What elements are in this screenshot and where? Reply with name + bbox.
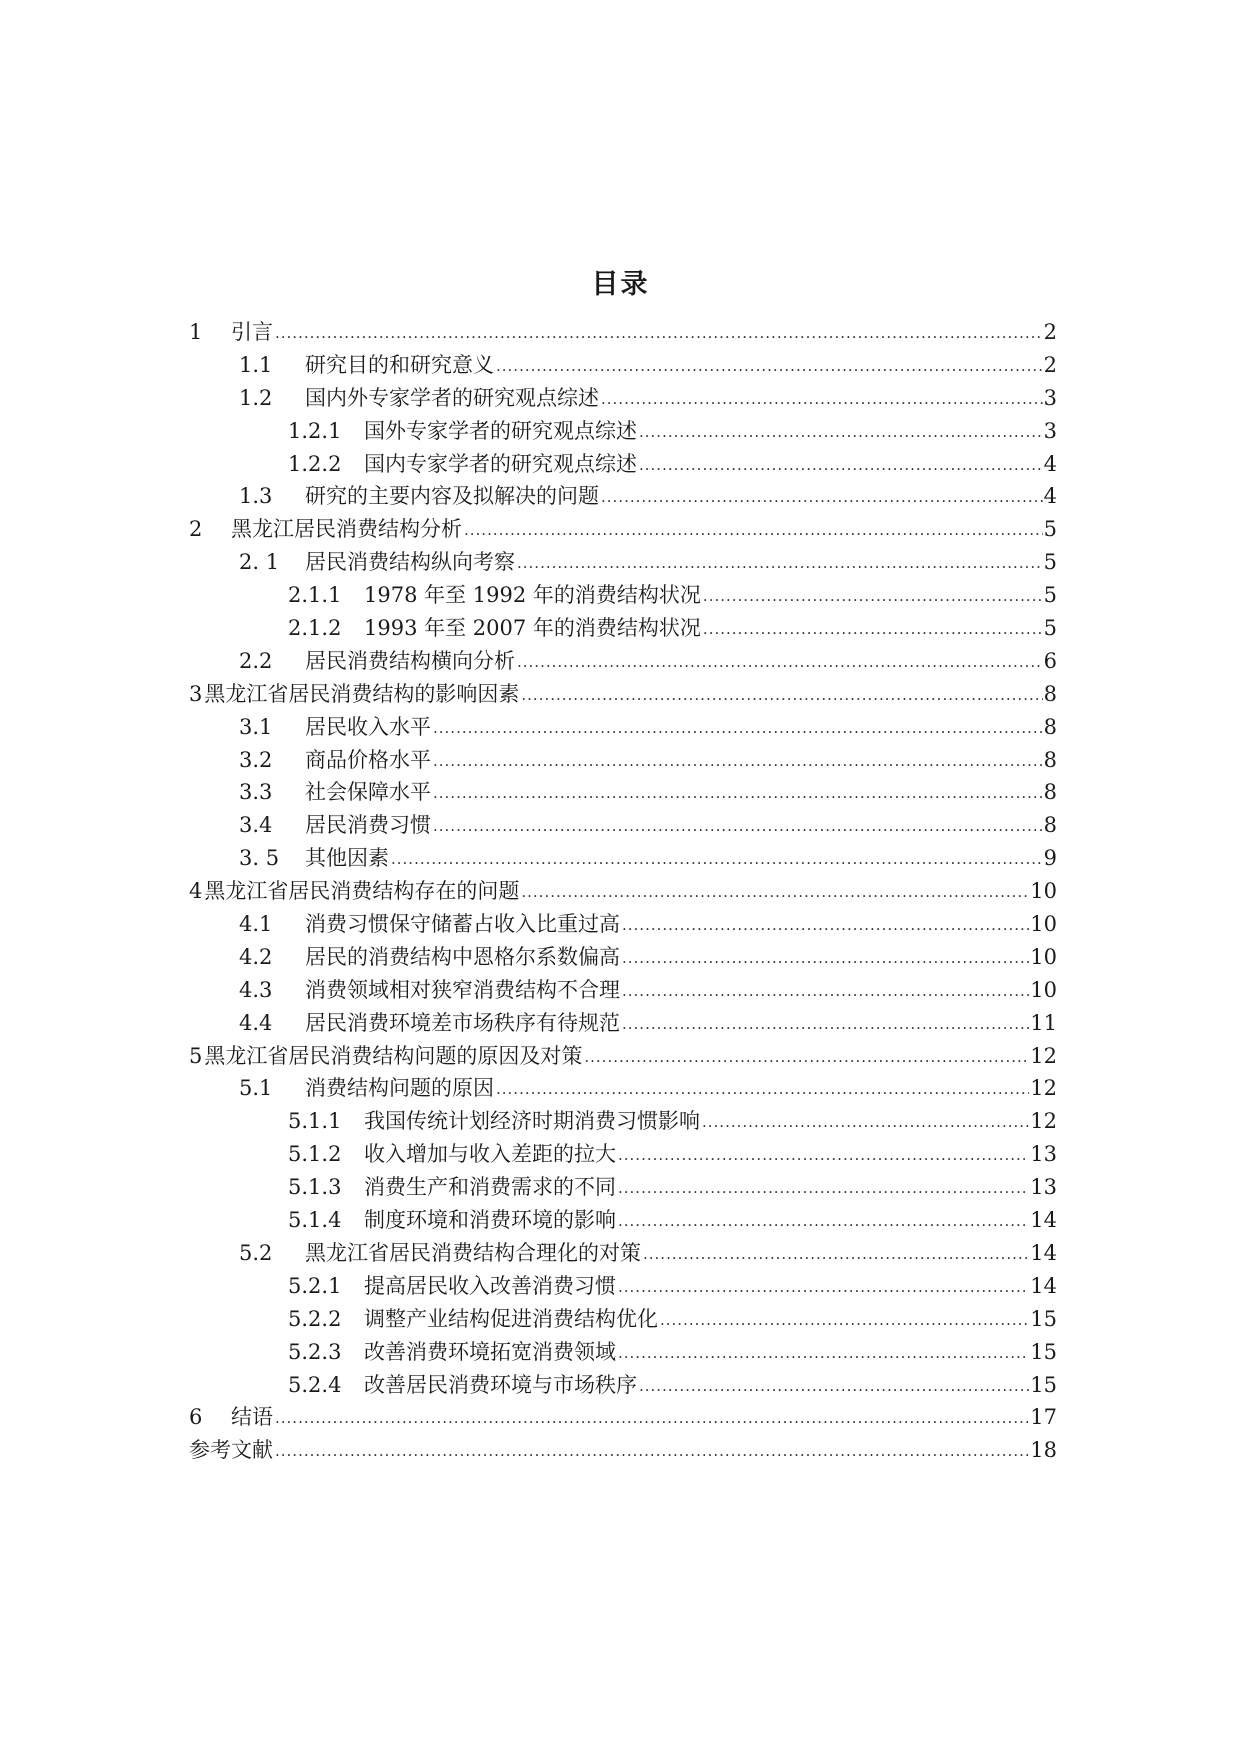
toc-dot-leader bbox=[433, 754, 1043, 769]
toc-entry[interactable] bbox=[189, 382, 1057, 415]
toc-dot-leader bbox=[639, 1379, 1029, 1394]
toc-entry-number: 4.3 bbox=[239, 977, 273, 1002]
toc-dot-leader bbox=[639, 458, 1043, 473]
toc-entry-number: 5 bbox=[189, 1043, 203, 1068]
toc-entry-title: 制度环境和消费环境的影响 bbox=[364, 1204, 618, 1237]
toc-entry-number: 1.2.1 bbox=[288, 418, 342, 443]
toc-entry-page-number: 3 bbox=[1043, 418, 1057, 443]
toc-entry-page-number: 4 bbox=[1043, 484, 1057, 509]
toc-dot-leader bbox=[517, 556, 1043, 571]
toc-entry-title: 消费生产和消费需求的不同 bbox=[364, 1171, 618, 1204]
toc-entry[interactable] bbox=[189, 1040, 1057, 1073]
toc-entry[interactable] bbox=[189, 908, 1057, 941]
toc-entry[interactable] bbox=[189, 349, 1057, 382]
toc-entry[interactable] bbox=[189, 1336, 1057, 1369]
toc-entry-number: 5.1 bbox=[239, 1076, 273, 1101]
toc-dot-leader bbox=[622, 1017, 1029, 1032]
toc-entry-title: 1978 年至 1992 年的消费结构状况 bbox=[364, 579, 703, 612]
toc-entry-page-number: 12 bbox=[1030, 1109, 1057, 1134]
toc-entry-title: 黑龙江省居民消费结构的影响因素 bbox=[204, 678, 521, 711]
toc-entry-number: 4 bbox=[189, 879, 203, 904]
toc-entry-title: 1993 年至 2007 年的消费结构状况 bbox=[364, 612, 703, 645]
toc-dot-leader bbox=[521, 885, 1029, 900]
toc-dot-leader bbox=[464, 523, 1043, 538]
toc-dot-leader bbox=[618, 1346, 1029, 1361]
toc-entry-page-number: 5 bbox=[1043, 517, 1057, 542]
toc-entry-title: 消费结构问题的原因 bbox=[305, 1072, 496, 1105]
toc-dot-leader bbox=[496, 359, 1043, 374]
toc-entry[interactable] bbox=[189, 744, 1057, 777]
toc-entry-page-number: 10 bbox=[1030, 912, 1057, 937]
toc-entry-page-number: 12 bbox=[1030, 1076, 1057, 1101]
toc-entry-title: 研究目的和研究意义 bbox=[305, 349, 496, 382]
toc-list bbox=[189, 316, 1057, 1467]
toc-dot-leader bbox=[618, 1280, 1029, 1295]
toc-entry-number: 5.2.4 bbox=[288, 1372, 342, 1397]
toc-entry-title: 黑龙江省居民消费结构合理化的对策 bbox=[305, 1237, 643, 1270]
toc-entry-page-number: 14 bbox=[1030, 1240, 1057, 1265]
toc-dot-leader bbox=[703, 589, 1043, 604]
toc-entry-page-number: 17 bbox=[1030, 1405, 1057, 1430]
toc-entry-page-number: 8 bbox=[1043, 747, 1057, 772]
toc-dot-leader bbox=[517, 655, 1043, 670]
toc-entry-page-number: 14 bbox=[1030, 1208, 1057, 1233]
toc-entry-title: 研究的主要内容及拟解决的问题 bbox=[305, 480, 601, 513]
toc-entry-number: 5.2.2 bbox=[288, 1306, 342, 1331]
toc-dot-leader bbox=[601, 392, 1043, 407]
toc-entry-number: 6 bbox=[189, 1405, 203, 1430]
toc-entry-page-number: 6 bbox=[1043, 648, 1057, 673]
toc-entry[interactable] bbox=[189, 480, 1057, 513]
toc-dot-leader bbox=[391, 852, 1043, 867]
toc-entry-page-number: 10 bbox=[1030, 977, 1057, 1002]
toc-entry-title: 黑龙江居民消费结构分析 bbox=[231, 513, 464, 546]
toc-entry-page-number: 15 bbox=[1030, 1372, 1057, 1397]
toc-entry[interactable] bbox=[189, 678, 1057, 711]
toc-entry-number: 4.2 bbox=[239, 944, 273, 969]
toc-entry-title: 居民消费习惯 bbox=[305, 809, 433, 842]
toc-entry-page-number: 12 bbox=[1030, 1043, 1057, 1068]
toc-entry-page-number: 8 bbox=[1043, 714, 1057, 739]
toc-entry[interactable] bbox=[189, 809, 1057, 842]
toc-entry-number: 2.2 bbox=[239, 648, 273, 673]
toc-entry[interactable] bbox=[189, 1369, 1057, 1402]
toc-entry-number: 2. 1 bbox=[239, 550, 280, 575]
toc-entry-title: 商品价格水平 bbox=[305, 744, 433, 777]
toc-entry[interactable] bbox=[189, 1434, 1057, 1467]
toc-entry-title: 国内专家学者的研究观点综述 bbox=[364, 448, 639, 481]
toc-entry-page-number: 5 bbox=[1043, 616, 1057, 641]
toc-entry-number: 3.4 bbox=[239, 813, 273, 838]
toc-dot-leader bbox=[521, 688, 1042, 703]
toc-dot-leader bbox=[618, 1214, 1029, 1229]
toc-entry-number: 1.2.2 bbox=[288, 451, 342, 476]
toc-entry-number: 1 bbox=[189, 320, 203, 344]
toc-entry[interactable] bbox=[189, 1204, 1057, 1237]
toc-dot-leader bbox=[703, 622, 1043, 637]
toc-entry-title: 国外专家学者的研究观点综述 bbox=[364, 415, 639, 448]
toc-entry[interactable] bbox=[189, 316, 1057, 349]
toc-entry[interactable] bbox=[189, 776, 1057, 809]
toc-entry-number: 5.1.4 bbox=[288, 1208, 342, 1233]
toc-entry[interactable] bbox=[189, 546, 1057, 579]
toc-entry-title: 黑龙江省居民消费结构问题的原因及对策 bbox=[204, 1040, 584, 1073]
toc-entry[interactable] bbox=[189, 842, 1057, 875]
toc-entry-number: 2.1.2 bbox=[288, 616, 342, 641]
toc-entry-page-number: 5 bbox=[1043, 583, 1057, 608]
toc-entry-page-number: 4 bbox=[1043, 451, 1057, 476]
toc-entry[interactable] bbox=[189, 645, 1057, 678]
toc-entry[interactable] bbox=[189, 1138, 1057, 1171]
toc-entry[interactable] bbox=[189, 974, 1057, 1007]
toc-dot-leader bbox=[275, 326, 1043, 341]
toc-entry-title: 消费领域相对狭窄消费结构不合理 bbox=[305, 974, 622, 1007]
toc-dot-leader bbox=[584, 1050, 1029, 1065]
toc-entry-title: 结语 bbox=[231, 1401, 275, 1434]
toc-entry[interactable] bbox=[189, 875, 1057, 908]
toc-entry-title: 我国传统计划经济时期消费习惯影响 bbox=[364, 1105, 702, 1138]
toc-entry-page-number: 8 bbox=[1043, 681, 1057, 706]
toc-dot-leader bbox=[639, 425, 1043, 440]
toc-entry-title: 居民消费结构纵向考察 bbox=[305, 546, 517, 579]
toc-entry-number: 3 bbox=[189, 681, 203, 706]
toc-entry-title: 改善消费环境拓宽消费领域 bbox=[364, 1336, 618, 1369]
toc-entry-page-number: 10 bbox=[1030, 879, 1057, 904]
toc-entry-title: 国内外专家学者的研究观点综述 bbox=[305, 382, 601, 415]
toc-entry-number: 4.1 bbox=[239, 912, 273, 937]
toc-entry-number: 1.2 bbox=[239, 385, 273, 410]
toc-entry-title: 其他因素 bbox=[305, 842, 391, 875]
toc-entry[interactable] bbox=[189, 1401, 1057, 1434]
toc-entry-title: 参考文献 bbox=[189, 1434, 275, 1467]
toc-entry-title: 居民收入水平 bbox=[305, 711, 433, 744]
toc-entry-title: 社会保障水平 bbox=[305, 776, 433, 809]
toc-entry-page-number: 2 bbox=[1043, 320, 1057, 344]
toc-entry-number: 5.2.1 bbox=[288, 1273, 342, 1298]
toc-entry-page-number: 18 bbox=[1030, 1438, 1057, 1463]
toc-entry-page-number: 5 bbox=[1043, 550, 1057, 575]
toc-dot-leader bbox=[660, 1313, 1029, 1328]
toc-entry-number: 5.1.3 bbox=[288, 1175, 342, 1200]
toc-entry-number: 3.1 bbox=[239, 714, 273, 739]
toc-entry-title: 居民的消费结构中恩格尔系数偏高 bbox=[305, 941, 622, 974]
toc-entry-number: 1.3 bbox=[239, 484, 273, 509]
toc-entry-title: 改善居民消费环境与市场秩序 bbox=[364, 1369, 639, 1402]
toc-entry-page-number: 14 bbox=[1030, 1273, 1057, 1298]
toc-entry-number: 5.2.3 bbox=[288, 1339, 342, 1364]
toc-entry-number: 5.1.2 bbox=[288, 1142, 342, 1167]
toc-entry-title: 消费习惯保守储蓄占收入比重过高 bbox=[305, 908, 622, 941]
toc-entry-page-number: 13 bbox=[1030, 1142, 1057, 1167]
toc-entry-title: 黑龙江省居民消费结构存在的问题 bbox=[204, 875, 521, 908]
toc-entry[interactable] bbox=[189, 1303, 1057, 1336]
toc-dot-leader bbox=[433, 721, 1043, 736]
toc-entry-page-number: 3 bbox=[1043, 385, 1057, 410]
toc-entry[interactable] bbox=[189, 612, 1057, 645]
toc-entry-title: 居民消费环境差市场秩序有待规范 bbox=[305, 1007, 622, 1040]
toc-dot-leader bbox=[275, 1444, 1029, 1459]
toc-entry-number: 5.2 bbox=[239, 1240, 273, 1265]
toc-dot-leader bbox=[433, 786, 1043, 801]
toc-entry[interactable] bbox=[189, 711, 1057, 744]
toc-entry-title: 提高居民收入改善消费习惯 bbox=[364, 1270, 618, 1303]
toc-entry-title: 调整产业结构促进消费结构优化 bbox=[364, 1303, 660, 1336]
toc-entry-page-number: 9 bbox=[1043, 846, 1057, 871]
toc-dot-leader bbox=[433, 819, 1043, 834]
toc-entry-title: 居民消费结构横向分析 bbox=[305, 645, 517, 678]
toc-entry-page-number: 2 bbox=[1043, 352, 1057, 377]
toc-entry[interactable] bbox=[189, 1007, 1057, 1040]
toc-entry-number: 3.3 bbox=[239, 780, 273, 805]
toc-entry-number: 2.1.1 bbox=[288, 583, 342, 608]
toc-entry-page-number: 15 bbox=[1030, 1339, 1057, 1364]
toc-dot-leader bbox=[622, 984, 1029, 999]
toc-entry[interactable] bbox=[189, 513, 1057, 546]
toc-entry-page-number: 15 bbox=[1030, 1306, 1057, 1331]
toc-dot-leader bbox=[601, 490, 1043, 505]
toc-entry[interactable] bbox=[189, 1105, 1057, 1138]
toc-entry-number: 1.1 bbox=[239, 352, 273, 377]
toc-dot-leader bbox=[622, 918, 1029, 933]
toc-dot-leader bbox=[618, 1181, 1029, 1196]
toc-title: 目录 bbox=[591, 269, 650, 300]
toc-entry-number: 3. 5 bbox=[239, 846, 280, 871]
toc-dot-leader bbox=[702, 1115, 1029, 1130]
toc-entry[interactable] bbox=[189, 1270, 1057, 1303]
toc-entry-number: 4.4 bbox=[239, 1010, 273, 1035]
toc-entry-page-number: 8 bbox=[1043, 780, 1057, 805]
toc-entry[interactable] bbox=[189, 448, 1057, 481]
toc-dot-leader bbox=[618, 1148, 1029, 1163]
toc-entry-title: 引言 bbox=[231, 316, 275, 349]
toc-entry[interactable] bbox=[189, 415, 1057, 448]
toc-entry-number: 2 bbox=[189, 517, 203, 542]
toc-entry[interactable] bbox=[189, 1237, 1057, 1270]
toc-entry-title: 收入增加与收入差距的拉大 bbox=[364, 1138, 618, 1171]
toc-entry[interactable] bbox=[189, 579, 1057, 612]
toc-entry-page-number: 13 bbox=[1030, 1175, 1057, 1200]
toc-entry-number: 3.2 bbox=[239, 747, 273, 772]
toc-entry[interactable] bbox=[189, 941, 1057, 974]
toc-entry-page-number: 8 bbox=[1043, 813, 1057, 838]
toc-dot-leader bbox=[275, 1411, 1029, 1426]
toc-entry-page-number: 10 bbox=[1030, 944, 1057, 969]
toc-entry-number: 5.1.1 bbox=[288, 1109, 342, 1134]
toc-dot-leader bbox=[643, 1247, 1029, 1262]
toc-entry[interactable] bbox=[189, 1072, 1057, 1105]
toc-dot-leader bbox=[622, 951, 1029, 966]
toc-entry[interactable] bbox=[189, 1171, 1057, 1204]
toc-dot-leader bbox=[496, 1082, 1029, 1097]
toc-entry-page-number: 11 bbox=[1030, 1010, 1057, 1035]
